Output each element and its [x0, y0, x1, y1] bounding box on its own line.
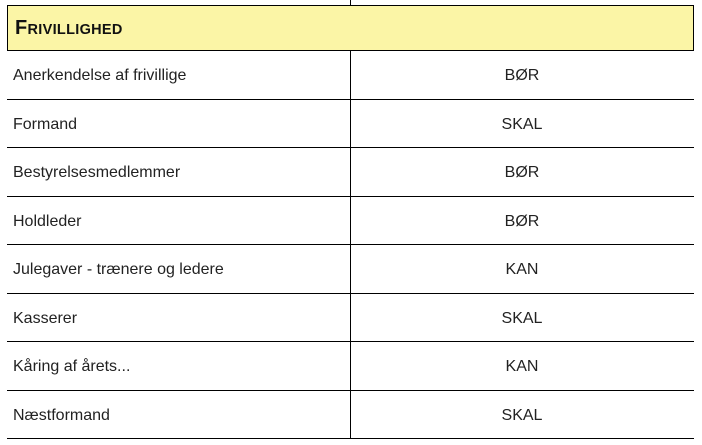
- row-label: Kasserer: [13, 309, 78, 327]
- row-label: Holdleder: [13, 212, 82, 230]
- row-value: SKAL: [501, 309, 543, 327]
- row-label: Bestyrelsesmedlemmer: [13, 164, 181, 181]
- section-title-initial: F: [15, 17, 28, 39]
- section-header: [7, 5, 694, 51]
- row-value: SKAL: [501, 406, 543, 424]
- row-value: KAN: [505, 358, 539, 375]
- row-value: BØR: [504, 212, 540, 230]
- row-value: BØR: [504, 67, 540, 84]
- row-label: Anerkendelse af frivillige: [13, 67, 187, 84]
- requirements-table: [7, 0, 694, 445]
- row-label: Julegaver - trænere og ledere: [13, 261, 224, 278]
- row-label: Kåring af årets...: [13, 358, 131, 375]
- row-value: KAN: [505, 261, 539, 278]
- row-value: BØR: [504, 164, 540, 181]
- row-label: Næstformand: [13, 406, 110, 424]
- row-label: Formand: [13, 115, 78, 133]
- section-title: [15, 17, 123, 40]
- column-divider: [350, 51, 351, 439]
- row-value: SKAL: [501, 115, 543, 133]
- section-title-rest: RIVILLIGHED: [27, 22, 123, 38]
